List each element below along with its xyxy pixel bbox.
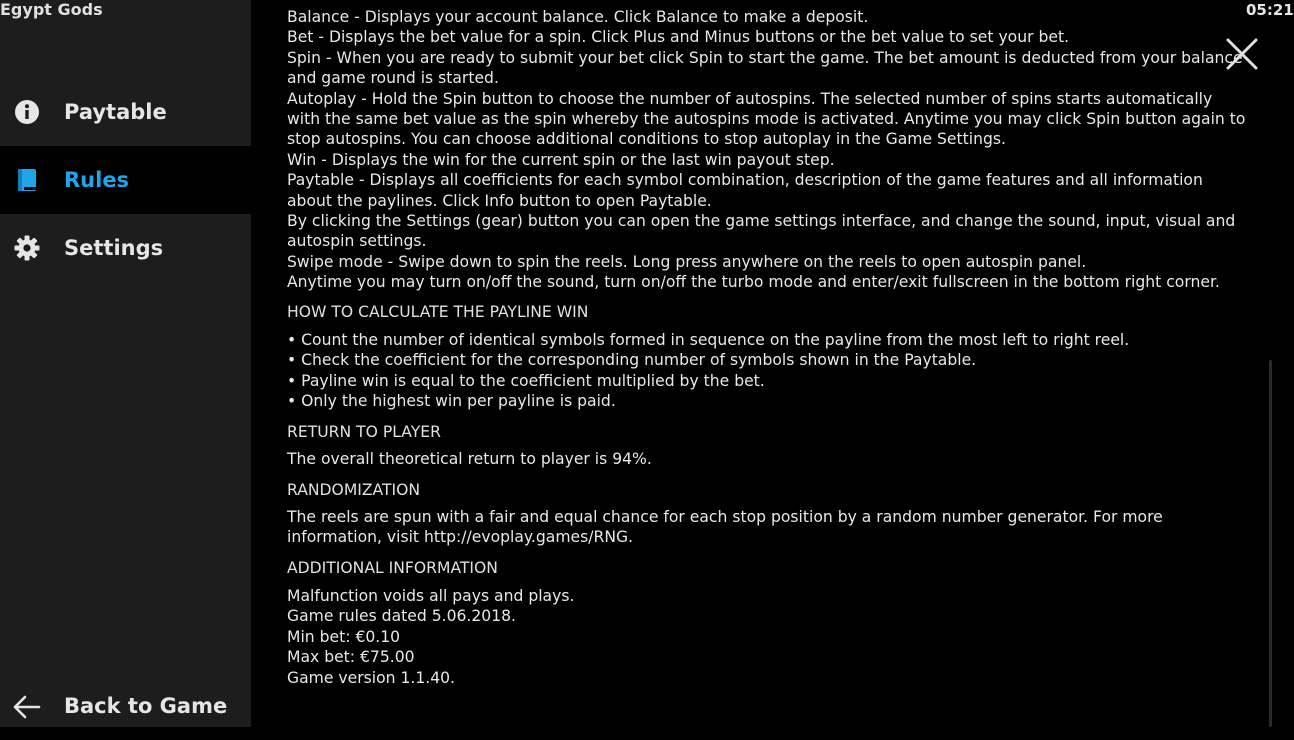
sidebar-item-label: Settings	[64, 236, 164, 260]
rule-line: Paytable - Displays all coefficients for each symbol combination, description of the game features and all information	[287, 171, 1203, 190]
sidebar-item-label: Rules	[64, 168, 130, 192]
arrow-left-icon	[12, 694, 42, 720]
rule-line: Max bet: €75.00	[287, 648, 415, 667]
sidebar-item-label: Paytable	[64, 100, 167, 124]
rule-line: stop autospins. You can choose additional conditions to stop autoplay in the Game Settings.	[287, 130, 1006, 149]
rule-line: Autoplay - Hold the Spin button to choose the number of autospins. The selected number of spins starts automatically	[287, 89, 1213, 108]
rule-line: • Payline win is equal to the coefficient multiplied by the bet.	[287, 371, 765, 390]
randomization-heading: RANDOMIZATION	[287, 481, 421, 499]
app-title: Egypt Gods	[0, 0, 103, 19]
rule-line: Min bet: €0.10	[287, 627, 401, 646]
rules-intro	[287, 7, 1252, 293]
rule-line: information, visit http://evoplay.games/RNG.	[287, 528, 634, 547]
rules-content[interactable]	[287, 0, 1252, 727]
rule-line: about the paylines. Click Info button to open Paytable.	[287, 191, 712, 210]
rule-line: By clicking the Settings (gear) button you can open the game settings interface, and change the sound, input, visual and	[287, 212, 1236, 231]
gear-icon	[14, 235, 40, 261]
rule-line: with the same bet value as the spin whereby the autospins mode is activated. Anytime you may click Spin button again to	[287, 110, 1246, 129]
back-to-game-button[interactable]	[0, 672, 251, 740]
info-icon	[14, 99, 40, 125]
rule-line: and game round is started.	[287, 69, 499, 88]
payline-heading: HOW TO CALCULATE THE PAYLINE WIN	[287, 303, 589, 321]
rule-line: • Check the coefficient for the corresponding number of symbols shown in the Paytable.	[287, 351, 977, 370]
rule-line: • Only the highest win per payline is paid.	[287, 392, 616, 411]
sidebar-item-paytable[interactable]	[0, 78, 251, 146]
rule-line: Malfunction voids all pays and plays.	[287, 587, 575, 605]
payline-rules	[287, 330, 1252, 412]
close-icon	[1224, 57, 1260, 76]
rule-line: • Count the number of identical symbols formed in sequence on the payline from the most left to right reel.	[287, 331, 1130, 349]
clock: 05:21	[1246, 1, 1294, 19]
back-to-game-label: Back to Game	[64, 694, 228, 718]
rule-line: Anytime you may turn on/off the sound, turn on/off the turbo mode and enter/exit fullscreen in the bottom right corner.	[287, 273, 1220, 292]
additional-info-rules	[287, 586, 1252, 688]
rule-line: autospin settings.	[287, 232, 427, 251]
sidebar-item-settings[interactable]	[0, 214, 251, 282]
rtp-heading: RETURN TO PLAYER	[287, 423, 441, 441]
rule-line: The reels are spun with a fair and equal chance for each stop position by a random number generator. For more	[287, 508, 1163, 526]
sidebar	[0, 0, 251, 727]
additional-info-heading: ADDITIONAL INFORMATION	[287, 559, 498, 577]
rule-line: The overall theoretical return to player is 94%.	[287, 450, 652, 468]
rule-line: Game version 1.1.40.	[287, 668, 456, 687]
rtp-rules	[287, 449, 1252, 469]
rule-line: Spin - When you are ready to submit your bet click Spin to start the game. The bet amount is deducted from your balance	[287, 48, 1243, 67]
rule-line: Swipe mode - Swipe down to spin the reels. Long press anywhere on the reels to open autospin panel.	[287, 252, 1087, 271]
book-icon	[14, 167, 40, 193]
randomization-rules	[287, 507, 1252, 548]
sidebar-item-rules[interactable]	[0, 146, 251, 214]
rule-line: Bet - Displays the bet value for a spin. Click Plus and Minus buttons or the bet value to set your bet.	[287, 28, 1070, 47]
rule-line: Game rules dated 5.06.2018.	[287, 607, 517, 626]
scrollbar[interactable]	[1269, 360, 1272, 727]
rule-line: Win - Displays the win for the current spin or the last win payout step.	[287, 150, 835, 169]
rule-line: Balance - Displays your account balance. Click Balance to make a deposit.	[287, 8, 869, 26]
close-button[interactable]	[1224, 36, 1260, 72]
